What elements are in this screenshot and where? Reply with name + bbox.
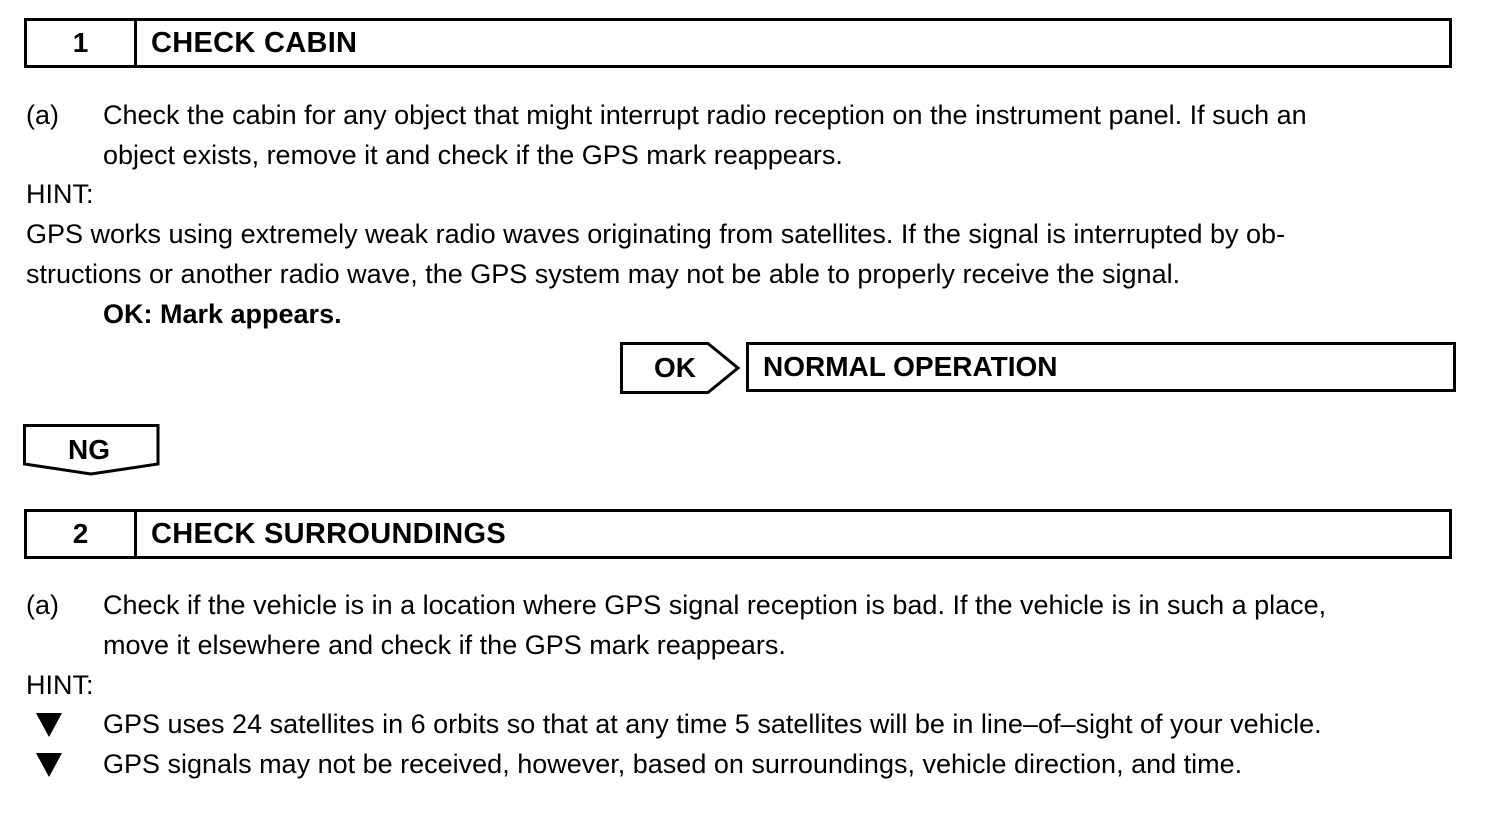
- ok-label: OK: [654, 352, 696, 383]
- step-2-bullet-1: GPS uses 24 satellites in 6 orbits so that at any time 5 satellites will be in line–of–sight of your vehicle.: [103, 709, 1322, 739]
- step-1-hint-line-2: structions or another radio wave, the GPS system may not be able to properly receive the signal.: [26, 259, 1181, 289]
- step-1-title: CHECK CABIN: [151, 26, 358, 59]
- step-2-header: [24, 509, 1452, 559]
- step-2-item-line-1: Check if the vehicle is in a location where GPS signal reception is bad. If the vehicle is in such a place,: [103, 590, 1327, 620]
- step-2-title: CHECK SURROUNDINGS: [151, 517, 507, 550]
- ok-result-box: [746, 342, 1456, 392]
- bullet-triangle-icon: [36, 713, 62, 737]
- step-1-header: [24, 18, 1452, 68]
- ng-arrow-shape: [23, 424, 161, 478]
- step-2-hint-label: HINT:: [26, 670, 94, 700]
- step-2-number: 2: [27, 512, 137, 556]
- ng-arrow-badge: [23, 424, 161, 478]
- step-1-item-label: (a): [26, 100, 59, 130]
- ok-result-label: NORMAL OPERATION: [763, 351, 1058, 382]
- ng-label: NG: [68, 434, 110, 465]
- step-2-bullet-2: GPS signals may not be received, however, based on surroundings, vehicle direction, and time.: [103, 749, 1243, 779]
- step-2-item-label: (a): [26, 590, 59, 620]
- step-1-hint-label: HINT:: [26, 179, 94, 209]
- bullet-triangle-icon: [36, 753, 62, 777]
- step-1-ok-condition: OK: Mark appears.: [103, 299, 342, 329]
- step-1-number: 1: [27, 21, 137, 65]
- step-1-hint-line-1: GPS works using extremely weak radio waves originating from satellites. If the signal is interrupted by ob-: [26, 219, 1286, 249]
- step-2-item-line-2: move it elsewhere and check if the GPS mark reappears.: [103, 630, 786, 660]
- step-1-item-line-2: object exists, remove it and check if the GPS mark reappears.: [103, 140, 843, 170]
- step-1-item-line-1: Check the cabin for any object that might interrupt radio reception on the instrument panel. If such an: [103, 100, 1307, 130]
- ok-arrow-shape: [620, 342, 744, 394]
- ok-arrow-badge: [620, 342, 744, 394]
